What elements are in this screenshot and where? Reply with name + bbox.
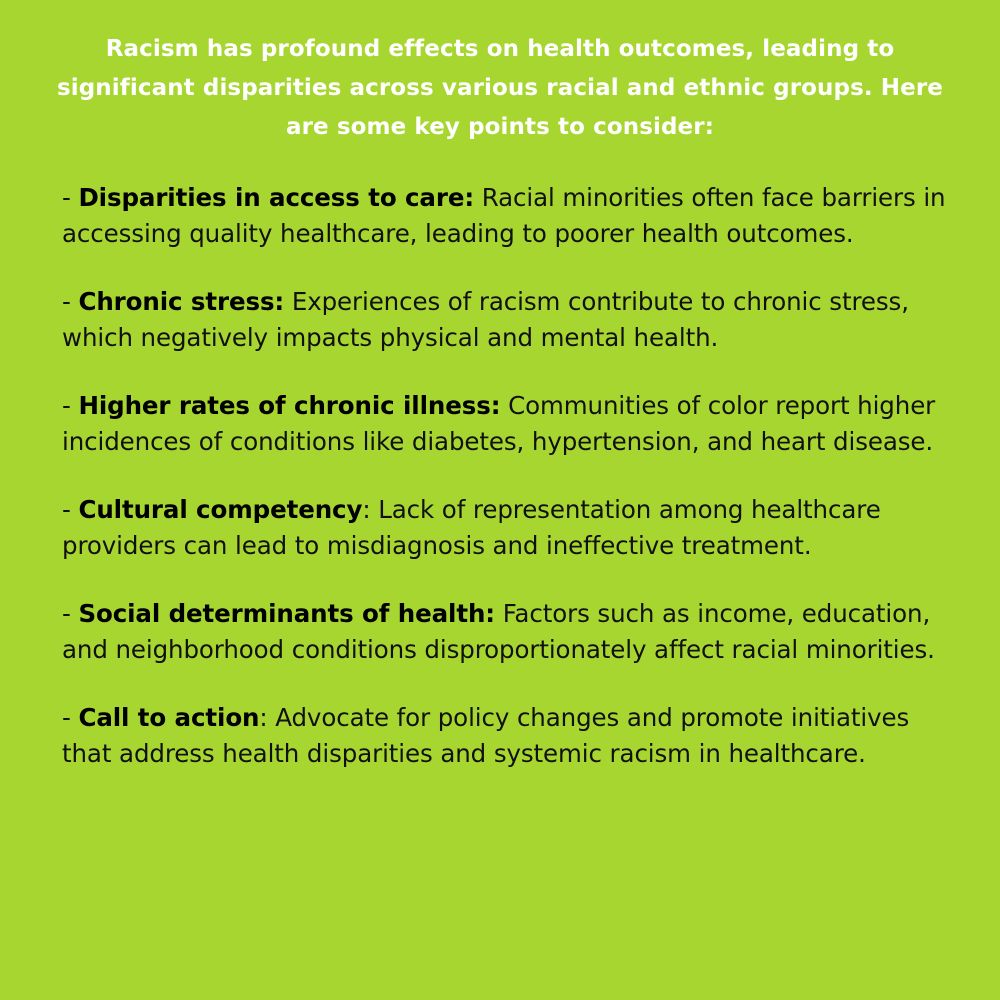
- point-chronic-stress: [62, 284, 962, 356]
- point-heading: Cultural competency: [78, 495, 363, 524]
- point-dash: -: [62, 495, 79, 524]
- point-chronic-illness: [62, 388, 962, 460]
- point-dash: -: [62, 287, 79, 316]
- point-heading: Higher rates of chronic illness:: [78, 391, 501, 420]
- point-dash: -: [62, 703, 79, 732]
- point-text: Factors such as income, education, and neighborhood conditions disproportionately affect racial minorities.: [62, 599, 935, 664]
- point-social-determinants: [62, 596, 962, 668]
- point-text: : Lack of representation among healthcare providers can lead to misdiagnosis and ineffective treatment.: [62, 495, 881, 560]
- point-dash: -: [62, 391, 79, 420]
- point-text: : Advocate for policy changes and promote initiatives that address health disparities and systemic racism in healthcare.: [62, 703, 910, 768]
- point-text: Experiences of racism contribute to chronic stress, which negatively impacts physical and mental health.: [62, 287, 909, 352]
- point-heading: Chronic stress:: [78, 287, 285, 316]
- point-text: Racial minorities often face barriers in accessing quality healthcare, leading to poorer health outcomes.: [62, 183, 946, 248]
- point-call-to-action: [62, 700, 962, 772]
- point-heading: Social determinants of health:: [78, 599, 495, 628]
- point-cultural-competency: [62, 492, 962, 564]
- point-heading: Call to action: [78, 703, 260, 732]
- point-access-to-care: [62, 180, 962, 252]
- point-dash: -: [62, 183, 79, 212]
- point-text: Communities of color report higher incidences of conditions like diabetes, hypertension, and heart disease.: [62, 391, 936, 456]
- intro-heading: Racism has profound effects on health outcomes, leading to significant disparities across various racial and ethnic groups. Here are some key points to consider:: [56, 36, 944, 140]
- point-dash: -: [62, 599, 79, 628]
- point-heading: Disparities in access to care:: [78, 183, 475, 212]
- key-points-list: [62, 180, 962, 772]
